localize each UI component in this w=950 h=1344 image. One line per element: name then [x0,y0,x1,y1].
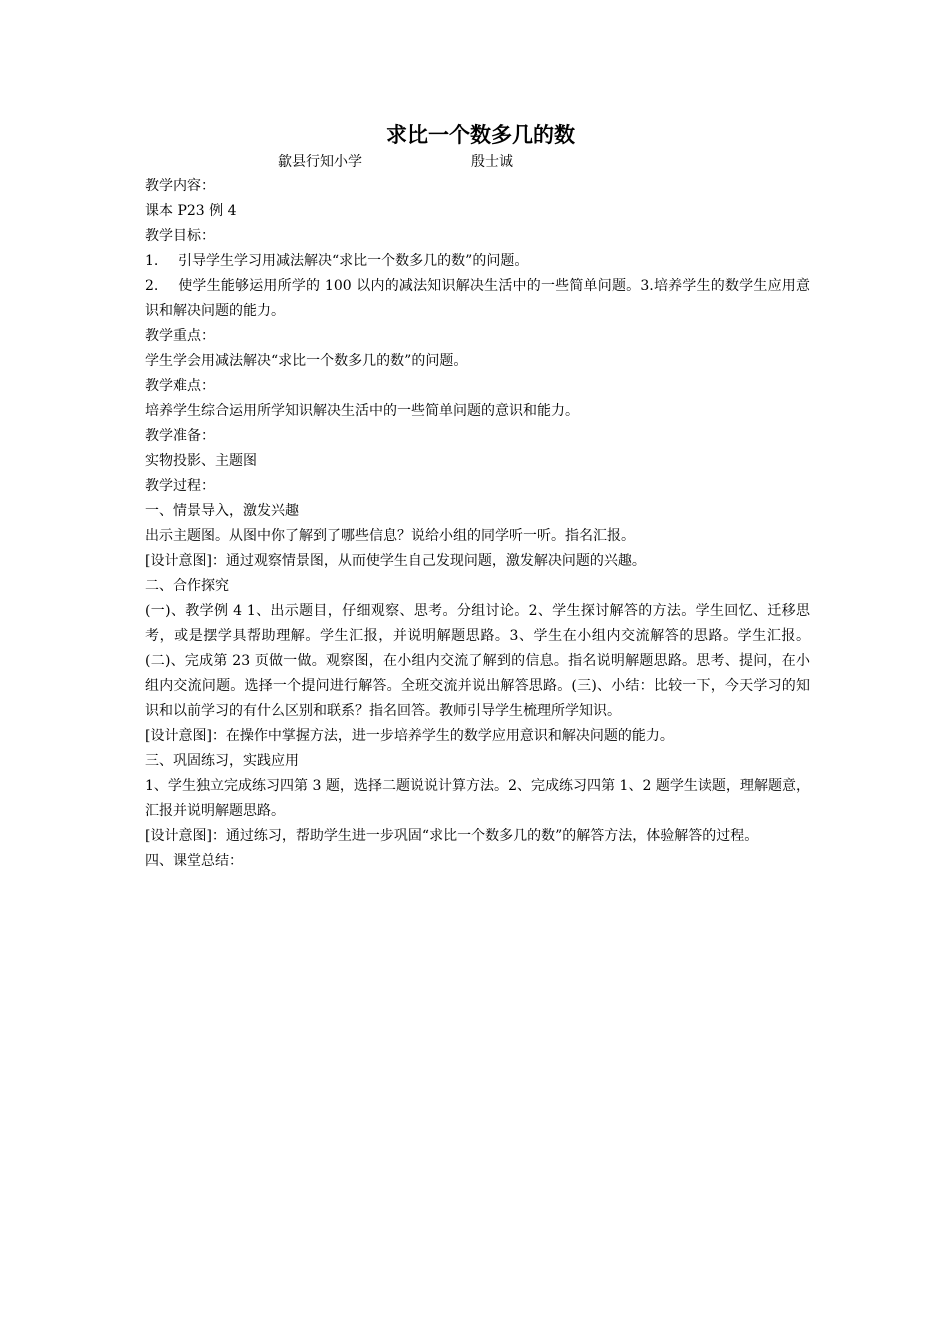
difficulty-text: 培养学生综合运用所学知识解决生活中的一些简单问题的意识和能力。 [145,403,579,419]
step3-design-note: [设计意图]：通过练习，帮助学生进一步巩固“求比一个数多几的数”的解答方法，体验解答的过程。 [145,828,759,844]
key-text: 学生学会用减法解决“求比一个数多几的数”的问题。 [145,353,468,369]
key-label: 教学重点： [145,328,215,344]
document-title: 求比一个数多几的数 [386,123,575,147]
prep-text: 实物投影、主题图 [145,453,257,469]
byline [145,152,810,174]
content-text: 课本 P23 例 4 [145,203,237,219]
difficulty-label: 教学难点： [145,378,215,394]
process-label: 教学过程： [145,478,215,494]
goal-number: 1. [145,253,159,269]
content-label: 教学内容： [145,178,215,194]
goal-text: 使学生能够运用所学的 100 以内的减法知识解决生活中的一些简单问题。3.培养学生的数学生应用意识和解决问题的能力。 [145,278,810,319]
step1-text: 出示主题图。从图中你了解到了哪些信息？说给小组的同学听一听。指名汇报。 [145,528,635,544]
step1-design-note: [设计意图]：通过观察情景图，从而使学生自己发现问题，激发解决问题的兴趣。 [145,553,646,569]
prep-label: 教学准备： [145,428,215,444]
step4-heading: 四、课堂总结： [145,853,243,869]
school-name: 歙县行知小学 [278,154,362,170]
step1-heading: 一、情景导入，激发兴趣 [145,503,299,519]
step3-heading: 三、巩固练习，实践应用 [145,753,299,769]
document-body [145,118,810,874]
step2-heading: 二、合作探究 [145,578,229,594]
step2-text: (一)、教学例 4 1、出示题目，仔细观察、思考。分组讨论。2、学生探讨解答的方法。学生回忆、迁移思考，或是摆学具帮助理解。学生汇报，并说明解题思路。3、学生在小组内交流解答的思路。学生汇报。(二)、完成第 23 页做一做。观察图，在小组内交流了解到的信息。指名说明解题思路。思考、提问，在小组内交流问题。选择一个提问进行解答。全班交流并说出解答思路。(三)、小结：比较一下，今天学习的知识和以前学习的有什么区别和联系？指名回答。教师引导学生梳理所学知识。 [145,603,810,719]
goal-text: 引导学生学习用减法解决“求比一个数多几的数”的问题。 [178,253,529,269]
goal-item-2 [145,274,810,324]
goal-item-1 [145,249,810,274]
step3-text: 1、学生独立完成练习四第 3 题，选择二题说说计算方法。2、完成练习四第 1、2 题学生读题，理解题意，汇报并说明解题思路。 [145,778,810,819]
goal-number: 2. [145,278,159,294]
author-name: 殷士诚 [471,154,513,170]
step2-design-note: [设计意图]：在操作中掌握方法，进一步培养学生的数学应用意识和解决问题的能力。 [145,728,674,744]
goals-label: 教学目标： [145,228,215,244]
